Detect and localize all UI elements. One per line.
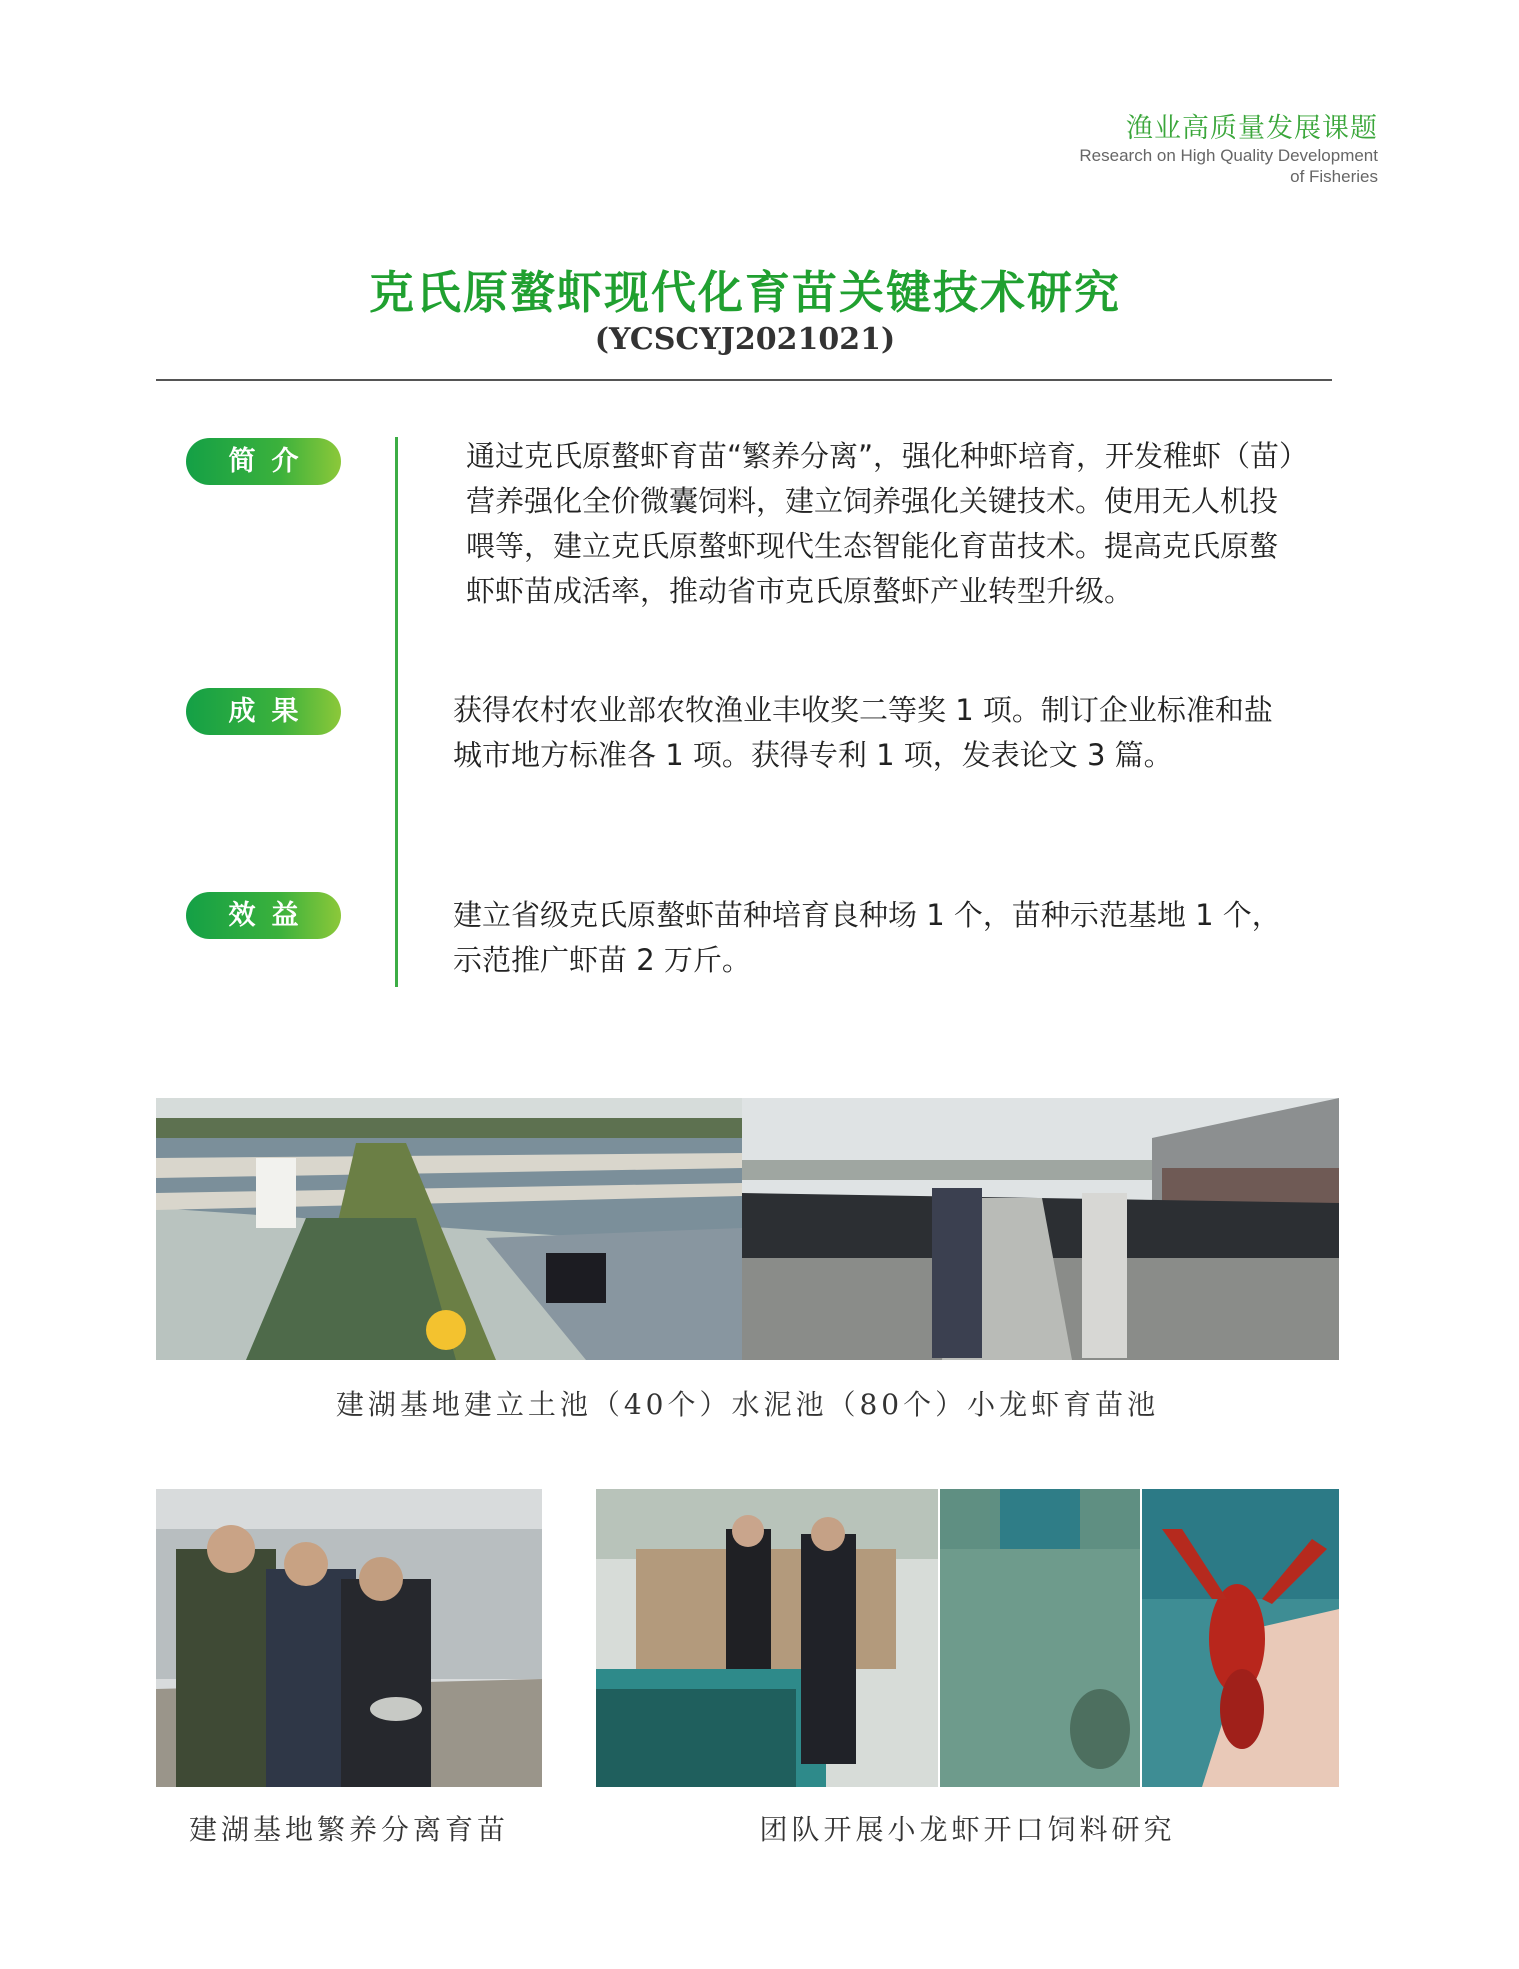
benefits-line: 示范推广虾苗 2 万斤。 bbox=[453, 943, 751, 977]
benefits-line: 建立省级克氏原螯虾苗种培育良种场 1 个，苗种示范基地 1 个， bbox=[453, 898, 1281, 932]
title-divider bbox=[156, 379, 1332, 381]
project-code: (YCSCYJ2021021) bbox=[594, 322, 896, 357]
section-badge-results: 成果 bbox=[186, 688, 341, 735]
results-line: 获得农村农业部农牧渔业丰收奖二等奖 1 项。制订企业标准和盐 bbox=[453, 693, 1273, 727]
larvae-tank-photo bbox=[940, 1489, 1140, 1787]
section-badge-intro: 简介 bbox=[186, 438, 341, 485]
intro-line: 通过克氏原螯虾育苗“繁养分离”，强化种虾培育，开发稚虾（苗） bbox=[466, 439, 1309, 473]
crayfish-photo bbox=[1142, 1489, 1339, 1787]
intro-text bbox=[466, 434, 1308, 614]
intro-line: 虾虾苗成活率，推动省市克氏原螯虾产业转型升级。 bbox=[466, 574, 1134, 608]
series-subtitle-line2: of Fisheries bbox=[1290, 167, 1378, 186]
lab-tanks-photo bbox=[596, 1489, 938, 1787]
intro-line: 营养强化全价微囊饲料，建立饲养强化关键技术。使用无人机投 bbox=[466, 484, 1279, 518]
results-text bbox=[453, 688, 1273, 778]
intro-line: 喂等，建立克氏原螯虾现代生态智能化育苗技术。提高克氏原螯 bbox=[466, 529, 1279, 563]
page-title: 克氏原螯虾现代化育苗关键技术研究 bbox=[368, 266, 1121, 319]
earthen-pond-photo bbox=[156, 1098, 742, 1360]
team-pond-photo bbox=[156, 1489, 542, 1787]
section-badge-benefits: 效益 bbox=[186, 892, 341, 939]
section-vertical-line bbox=[395, 437, 398, 987]
cement-pond-photo bbox=[742, 1098, 1339, 1360]
top-photos-caption: 建湖基地建立土池（40个）水泥池（80个）小龙虾育苗池 bbox=[335, 1388, 1160, 1421]
benefits-text bbox=[453, 893, 1281, 983]
results-line: 城市地方标准各 1 项。获得专利 1 项，发表论文 3 篇。 bbox=[453, 738, 1173, 772]
bottom-right-caption: 团队开展小龙虾开口饲料研究 bbox=[759, 1813, 1176, 1846]
series-subtitle bbox=[1079, 145, 1378, 187]
bottom-left-caption: 建湖基地繁养分离育苗 bbox=[188, 1813, 509, 1846]
series-subtitle-line1: Research on High Quality Development bbox=[1079, 146, 1378, 165]
series-title: 渔业高质量发展课题 bbox=[1126, 113, 1378, 144]
